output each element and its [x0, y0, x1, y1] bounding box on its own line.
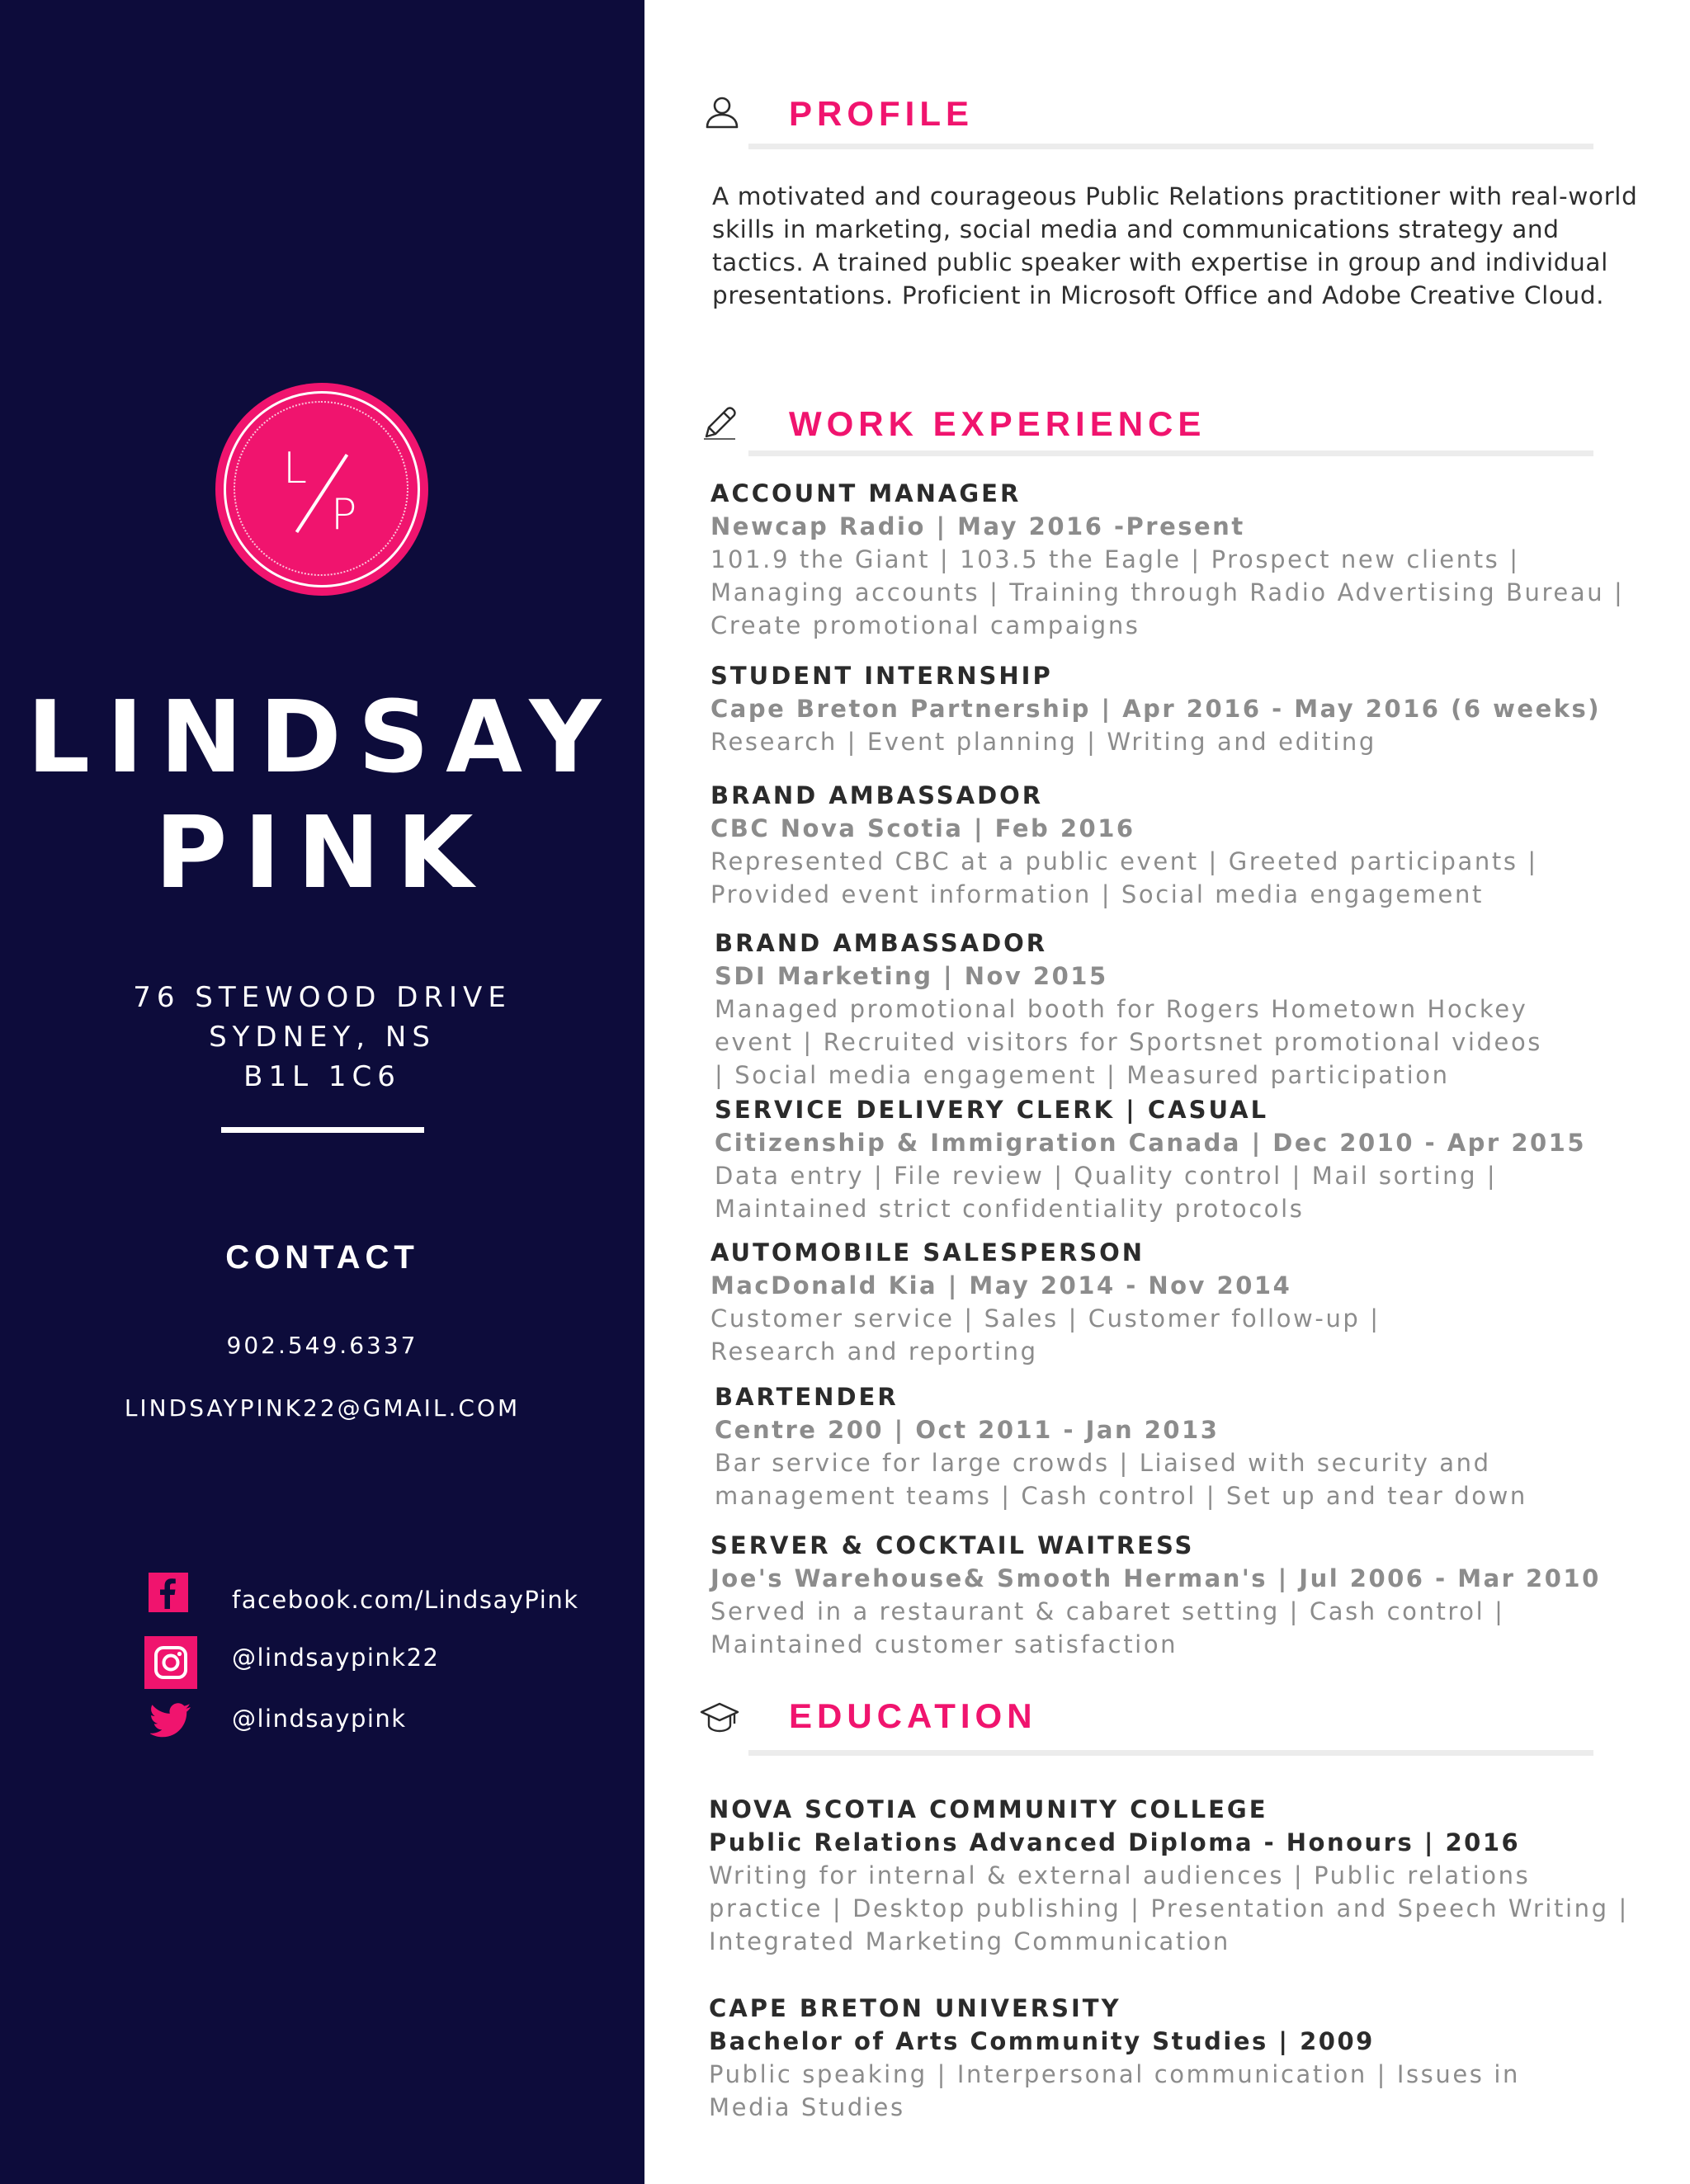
monogram-logo: [215, 383, 428, 596]
job-description: Research | Event planning | Writing and editing: [710, 728, 1376, 756]
job-title: BARTENDER: [715, 1383, 899, 1411]
job-entry: [715, 1380, 1655, 1512]
twitter-icon[interactable]: [150, 1703, 191, 1738]
monogram-letter-l: L: [283, 444, 307, 493]
sidebar: [0, 0, 644, 2184]
work-experience-rule: [748, 450, 1593, 456]
facebook-icon[interactable]: [149, 1573, 188, 1612]
job-entry: [710, 477, 1651, 642]
job-title: SERVICE DELIVERY CLERK | CASUAL: [715, 1096, 1269, 1124]
name-first: LINDSAY: [26, 681, 618, 795]
job-entry: [715, 1093, 1587, 1225]
school-description: Public speaking | Interpersonal communication | Issues in Media Studies: [709, 2060, 1520, 2121]
school-description: Writing for internal & external audiences | Public relations practice | Desktop publishing | Presentation and Speech Writing | Integrated Marketing Communication: [709, 1861, 1629, 1955]
job-title: ACCOUNT MANAGER: [710, 479, 1022, 507]
instagram-handle[interactable]: @lindsaypink22: [232, 1644, 440, 1672]
work-experience-heading: WORK EXPERIENCE: [789, 404, 1206, 443]
job-title: SERVER & COCKTAIL WAITRESS: [710, 1531, 1195, 1559]
education-heading: EDUCATION: [789, 1696, 1037, 1735]
job-description: Managed promotional booth for Rogers Hometown Hockey event | Recruited visitors for Sportsnet promotional videos | Social media engagement | Measured participation: [715, 995, 1542, 1089]
job-entry: [710, 779, 1651, 911]
job-employer: Joe's Warehouse& Smooth Herman's | Jul 2006 - Mar 2010: [710, 1564, 1601, 1592]
education-entry: [709, 1992, 1600, 2124]
job-title: BRAND AMBASSADOR: [715, 929, 1048, 957]
job-title: BRAND AMBASSADOR: [710, 781, 1044, 809]
job-entry: [710, 1236, 1437, 1368]
job-title: STUDENT INTERNSHIP: [710, 662, 1053, 690]
profile-summary: A motivated and courageous Public Relations practitioner with real-world skills in marketing, social media and communications strategy and tactics. A trained public speaker with expertise in group and individual presentations. Proficient in Microsoft Office and Adobe Creative Cloud.: [712, 182, 1638, 309]
pencil-icon: [702, 404, 739, 441]
twitter-handle[interactable]: @lindsaypink: [232, 1705, 407, 1733]
job-employer: SDI Marketing | Nov 2015: [715, 962, 1108, 990]
job-description: Data entry | File review | Quality control | Mail sorting | Maintained strict confidentiality protocols: [715, 1162, 1498, 1223]
job-employer: Cape Breton Partnership | Apr 2016 - May 2016 (6 weeks): [710, 695, 1602, 723]
job-employer: MacDonald Kia | May 2014 - Nov 2014: [710, 1271, 1292, 1300]
school-credential: Bachelor of Arts Community Studies | 2009: [709, 2027, 1375, 2055]
sidebar-divider: [221, 1127, 424, 1133]
graduation-cap-icon: [699, 1699, 740, 1735]
school-credential: Public Relations Advanced Diploma - Honours | 2016: [709, 1828, 1521, 1856]
job-description: Represented CBC at a public event | Greeted participants | Provided event information | Social media engagement: [710, 847, 1538, 908]
main-content: [644, 0, 1690, 2184]
job-entry: [710, 659, 1651, 758]
name-last: PINK: [154, 796, 490, 911]
email-address[interactable]: LINDSAYPINK22@GMAIL.COM: [124, 1394, 521, 1422]
facebook-link[interactable]: facebook.com/LindsayPink: [232, 1586, 579, 1614]
monogram-dotted-ring: [234, 401, 408, 576]
job-employer: Citizenship & Immigration Canada | Dec 2010 - Apr 2015: [715, 1129, 1587, 1157]
job-description: 101.9 the Giant | 103.5 the Eagle | Prospect new clients | Managing accounts | Training through Radio Advertising Bureau | Create promotional campaigns: [710, 545, 1625, 639]
profile-heading: PROFILE: [789, 94, 975, 133]
address-line-1: 76 STEWOOD DRIVE: [133, 981, 512, 1014]
contact-heading: CONTACT: [225, 1239, 419, 1276]
job-description: Bar service for large crowds | Liaised with security and management teams | Cash control | Set up and tear down: [715, 1449, 1527, 1510]
school-name: CAPE BRETON UNIVERSITY: [709, 1994, 1121, 2022]
address-line-2: SYDNEY, NS: [209, 1021, 436, 1054]
address-line-3: B1L 1C6: [243, 1060, 401, 1093]
job-entry: [715, 927, 1548, 1092]
job-employer: Newcap Radio | May 2016 -Present: [710, 512, 1245, 540]
job-title: AUTOMOBILE SALESPERSON: [710, 1238, 1145, 1267]
job-description: Served in a restaurant & cabaret setting | Cash control | Maintained customer satisfaction: [710, 1597, 1505, 1658]
user-icon: [704, 94, 740, 130]
address: [0, 978, 644, 1097]
education-rule: [748, 1750, 1593, 1756]
job-description: Customer service | Sales | Customer follow-up | Research and reporting: [710, 1304, 1381, 1366]
school-name: NOVA SCOTIA COMMUNITY COLLEGE: [709, 1795, 1268, 1823]
job-employer: CBC Nova Scotia | Feb 2016: [710, 814, 1135, 842]
education-entry: [709, 1793, 1650, 1958]
phone-number[interactable]: 902.549.6337: [226, 1332, 418, 1359]
instagram-icon[interactable]: [144, 1636, 197, 1689]
job-entry: [710, 1529, 1651, 1661]
monogram-letter-p: P: [331, 490, 357, 540]
job-employer: Centre 200 | Oct 2011 - Jan 2013: [715, 1416, 1220, 1444]
profile-rule: [748, 144, 1593, 149]
